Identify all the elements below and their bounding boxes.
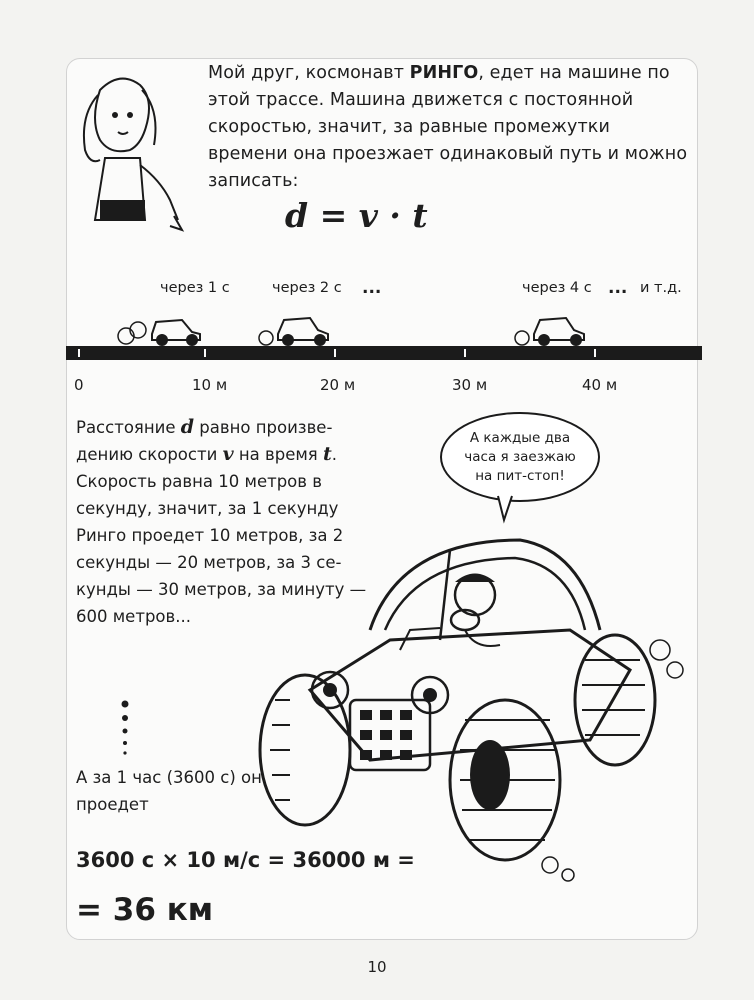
road-track — [66, 346, 702, 360]
hour-text: А за 1 час (3600 с) он проедет — [76, 768, 262, 814]
time-mark-ellipsis-2: ... — [608, 278, 628, 298]
distance-tick-10: 10 м — [192, 376, 228, 394]
calculation: 3600 с × 10 м/с = 36000 м = — [76, 848, 415, 872]
time-mark-2s: через 2 с — [272, 280, 342, 296]
time-mark-ellipsis-1: ... — [362, 278, 382, 298]
speech-bubble-tail — [496, 496, 516, 522]
distance-tick-30: 30 м — [452, 376, 488, 394]
buggy-car-illustration — [250, 520, 690, 890]
time-mark-1s: через 1 с — [160, 280, 230, 296]
formula: d = v · t — [285, 196, 428, 235]
distance-tick-0: 0 — [74, 376, 84, 394]
car-2s-icon — [256, 312, 336, 346]
ringo-name: РИНГО — [409, 63, 479, 83]
cosmonaut-girl-illustration — [70, 70, 200, 240]
speech-bubble — [440, 412, 600, 502]
time-mark-etc: и т.д. — [640, 280, 682, 296]
distance-tick-20: 20 м — [320, 376, 356, 394]
distance-tick-40: 40 м — [582, 376, 618, 394]
speech-bubble-text: А каждые два часа я заезжаю на пит-стоп! — [464, 429, 576, 484]
car-1s-icon — [112, 312, 208, 346]
car-4s-icon — [512, 314, 592, 346]
vertical-dots — [118, 700, 132, 756]
time-mark-4s: через 4 с — [522, 280, 592, 296]
intro-text: Мой друг, космонавт РИНГО, едет на машине по этой трассе. Машина движется с постоянной скоростью, значит, за равные промежутки времени она проезжает одинаковый путь и можно записать: — [208, 63, 688, 191]
explanation-text: Расстояние d равно произве-дению скорости v на время t. Скорость равна 10 метров в секунду, значит, за 1 секунду Ринго проедет 10 метров, за 2 секунды — 20 метров, за 3 се-кунды — 30 метров, за минуту — 600 метров... — [76, 416, 367, 626]
page-number: 10 — [367, 958, 387, 976]
result: = 36 км — [76, 892, 214, 928]
